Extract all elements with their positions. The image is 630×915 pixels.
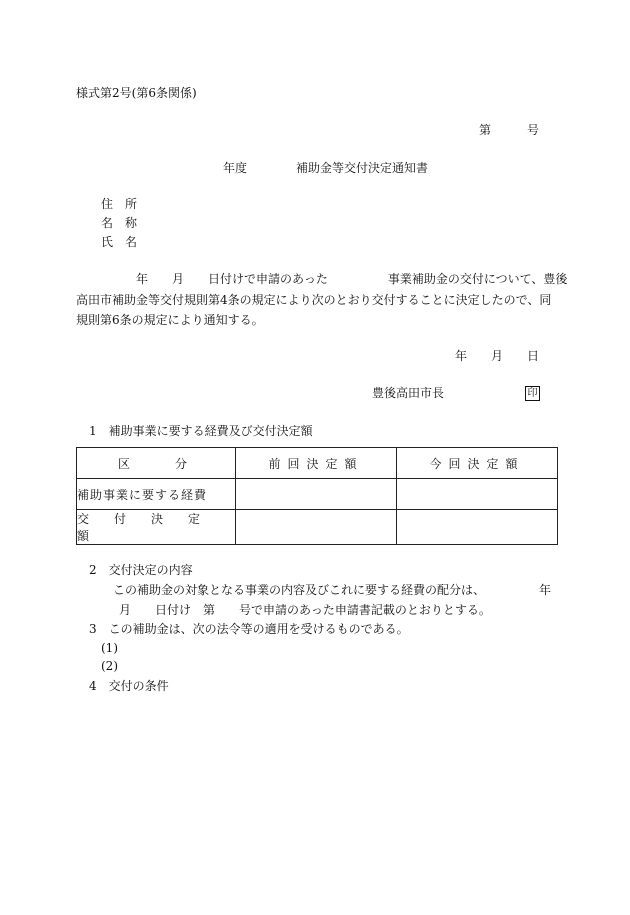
body-line-3: 規則第6条の規定により通知する。	[76, 313, 264, 327]
row-label-grant-amount: 交付決定額	[77, 510, 236, 545]
section2-year: 年	[539, 583, 552, 597]
body-line-1: 年 月 日付けで申請のあった 事業補助金の交付について、豊後	[136, 272, 568, 286]
grant-amount-table	[76, 447, 558, 545]
recipient-person-label: 氏 名	[101, 235, 138, 249]
doc-number-prefix: 第	[479, 123, 492, 137]
body-line-2: 高田市補助金等交付規則第4条の規定により次のとおり交付することに決定したので、同	[76, 293, 552, 307]
recipient-address-label: 住 所	[101, 197, 138, 211]
form-label: 様式第2号(第6条関係)	[76, 86, 197, 100]
date-line: 年 月 日	[455, 349, 540, 363]
cell-grant-amount-previous	[236, 510, 397, 545]
section4-heading: 4 交付の条件	[89, 679, 169, 693]
section2-text-2: 月 日付け 第 号で申請のあった申請書記載のとおりとする。	[119, 603, 491, 617]
cell-grant-amount-current	[397, 510, 558, 545]
table-header-row	[77, 448, 558, 479]
table-header-category: 区 分	[77, 448, 236, 479]
table-header-current: 今回決定額	[397, 448, 558, 479]
table-header-previous: 前回決定額	[236, 448, 397, 479]
seal-mark: 印	[525, 386, 540, 401]
recipient-name-label: 名 称	[101, 216, 138, 230]
page-title: 補助金等交付決定通知書	[296, 161, 429, 175]
cell-project-cost-previous	[236, 479, 397, 510]
section1-heading: 1 補助事業に要する経費及び交付決定額	[89, 424, 313, 438]
section3-item-2: (2)	[101, 659, 118, 673]
row-label-project-cost: 補助事業に要する経費	[77, 479, 236, 510]
section2-heading: 2 交付決定の内容	[89, 563, 193, 577]
table-row	[77, 479, 558, 510]
section3-item-1: (1)	[101, 641, 118, 655]
mayor-signature: 豊後高田市長	[372, 386, 445, 400]
cell-project-cost-current	[397, 479, 558, 510]
section2-text-1: この補助金の対象となる事業の内容及びこれに要する経費の配分は、	[113, 583, 486, 597]
table-row	[77, 510, 558, 545]
section3-heading: 3 この補助金は、次の法令等の適用を受けるものである。	[89, 622, 409, 636]
doc-number-suffix: 号	[527, 123, 540, 137]
title-year-label: 年度	[223, 161, 248, 175]
